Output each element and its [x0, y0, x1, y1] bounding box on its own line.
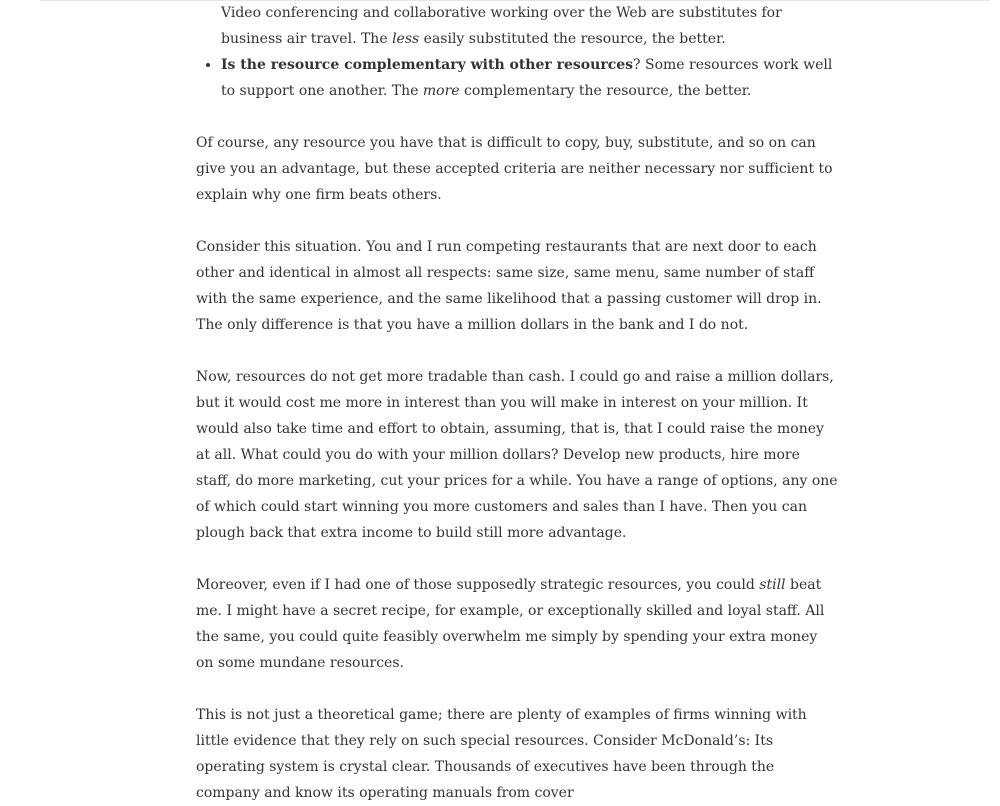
- list-item-text-b: complementary the resource, the better.: [459, 83, 752, 99]
- paragraph: Now, resources do not get more tradable than cash. I could go and raise a million dollars, but it would cost me more in interest than you will make in interest on your million. It would also take time and effort to obtain, assuming, that is, that I could raise the money at all. What could you do with your million dollars? Develop new products, hire more staff, do more marketing, cut your prices for a while. You have a range of options, any one of which could start winning you more customers and sales than I have. Then you can plough back that extra income to build still more advantage.: [196, 369, 838, 541]
- article-body: [196, 0, 838, 806]
- bullet-continuation-emphasis: less: [392, 31, 420, 47]
- criteria-list: [196, 52, 838, 104]
- list-item-text-a: ? Some resources work well to support one another. The: [221, 57, 833, 99]
- paragraph: [196, 572, 838, 676]
- list-item: [221, 52, 838, 104]
- bullet-continuation-text-b: easily substituted the resource, the better.: [419, 31, 726, 47]
- paragraph-text-a: Moreover, even if I had one of those supposedly strategic resources, you could: [196, 577, 760, 593]
- bullet-continuation: [196, 0, 838, 52]
- paragraph: Consider this situation. You and I run competing restaurants that are next door to each other and identical in almost all respects: same size, same menu, same number of staff with the same experience, and the same likelihood that a passing customer will drop in. The only difference is that you have a million dollars in the bank and I do not.: [196, 239, 822, 333]
- bullet-continuation-text-a: Video conferencing and collaborative working over the Web are substitutes for business air travel. The: [221, 5, 782, 47]
- paragraph-text-b: beat me. I might have a secret recipe, for example, or exceptionally skilled and loyal staff. All the same, you could quite feasibly overwhelm me simply by spending your extra money on some mundane resources.: [196, 577, 825, 671]
- paragraph: Of course, any resource you have that is difficult to copy, buy, substitute, and so on can give you an advantage, but these accepted criteria are neither necessary nor sufficient to explain why one firm beats others.: [196, 135, 833, 203]
- list-item-heading: Is the resource complementary with other resources: [221, 57, 634, 73]
- list-item-emphasis: more: [422, 83, 460, 99]
- paragraph: This is not just a theoretical game; there are plenty of examples of firms winning with little evidence that they rely on such special resources. Consider McDonald’s: Its operating system is crystal clear. Thousands of executives have been through the company and know its operating manuals from cover: [196, 707, 807, 801]
- paragraph-emphasis: still: [759, 577, 786, 593]
